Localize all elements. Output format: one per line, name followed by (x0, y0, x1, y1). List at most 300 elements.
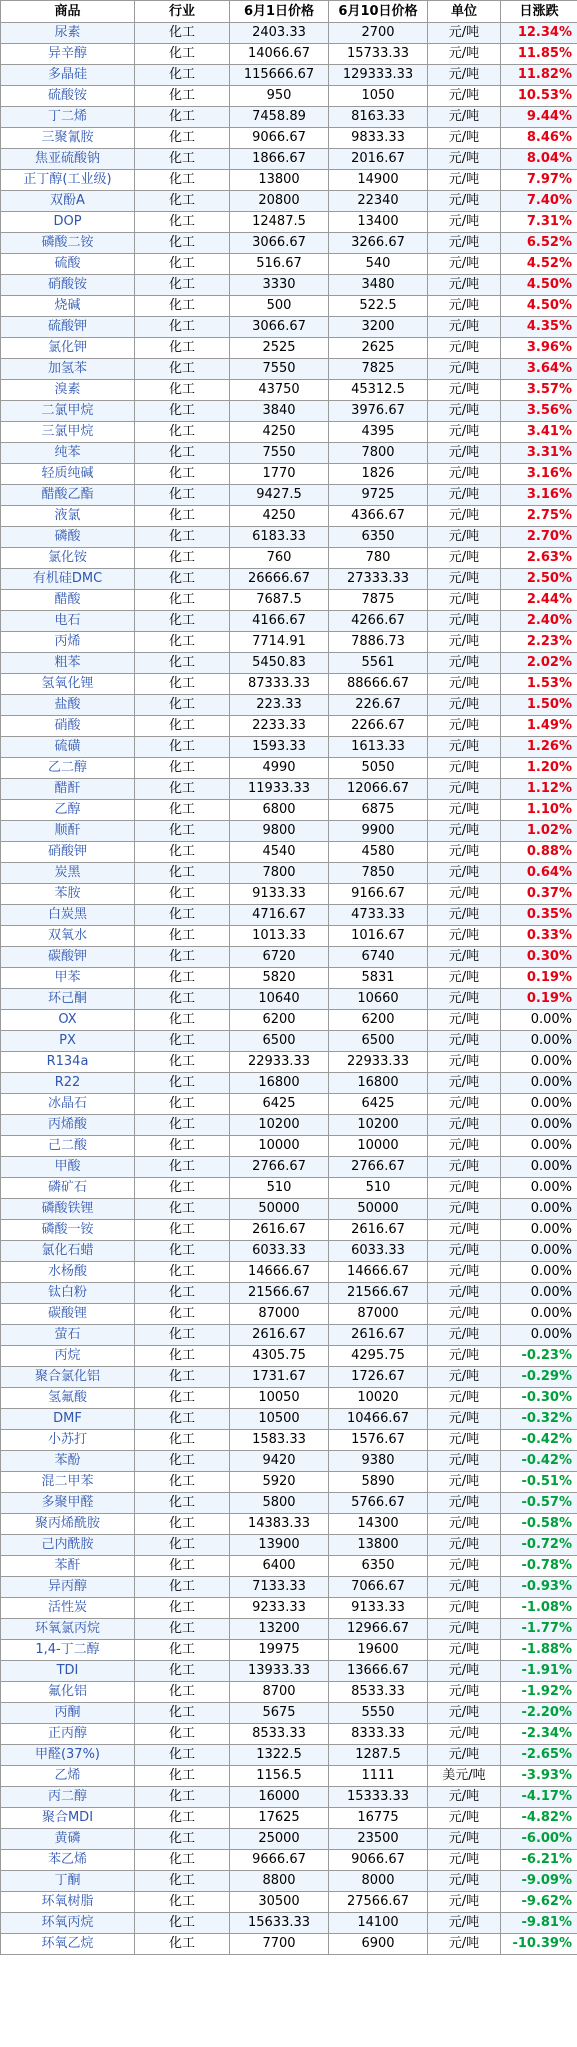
table-row (1, 926, 577, 947)
price-jun10: 4580 (329, 842, 428, 863)
table-row (1, 611, 577, 632)
industry: 化工 (135, 1640, 230, 1661)
price-jun10: 226.67 (329, 695, 428, 716)
unit: 元/吨 (428, 1598, 501, 1619)
industry: 化工 (135, 653, 230, 674)
price-jun10: 522.5 (329, 296, 428, 317)
table-row (1, 1514, 577, 1535)
price-jun1: 5675 (230, 1703, 329, 1724)
daily-change: 0.00% (501, 1031, 577, 1052)
industry: 化工 (135, 968, 230, 989)
price-jun10: 22933.33 (329, 1052, 428, 1073)
table-row (1, 443, 577, 464)
industry: 化工 (135, 779, 230, 800)
table-row (1, 317, 577, 338)
price-jun10: 10200 (329, 1115, 428, 1136)
unit: 元/吨 (428, 1325, 501, 1346)
daily-change: 0.00% (501, 1262, 577, 1283)
commodity-name: 纯苯 (1, 443, 135, 464)
industry: 化工 (135, 800, 230, 821)
industry: 化工 (135, 842, 230, 863)
daily-change: -0.42% (501, 1451, 577, 1472)
unit: 元/吨 (428, 380, 501, 401)
price-jun10: 2616.67 (329, 1220, 428, 1241)
table-row (1, 464, 577, 485)
table-row (1, 1892, 577, 1913)
daily-change: 0.19% (501, 989, 577, 1010)
industry: 化工 (135, 1577, 230, 1598)
header-commodity: 商品 (1, 1, 135, 23)
table-row (1, 968, 577, 989)
price-jun1: 500 (230, 296, 329, 317)
unit: 元/吨 (428, 485, 501, 506)
price-jun10: 8333.33 (329, 1724, 428, 1745)
daily-change: 0.00% (501, 1136, 577, 1157)
commodity-name: 轻质纯碱 (1, 464, 135, 485)
price-jun1: 4166.67 (230, 611, 329, 632)
commodity-name: 聚合MDI (1, 1808, 135, 1829)
daily-change: 1.50% (501, 695, 577, 716)
unit: 元/吨 (428, 128, 501, 149)
commodity-name: 溴素 (1, 380, 135, 401)
unit: 元/吨 (428, 191, 501, 212)
table-row (1, 1661, 577, 1682)
price-jun10: 5831 (329, 968, 428, 989)
price-jun1: 4540 (230, 842, 329, 863)
industry: 化工 (135, 527, 230, 548)
price-jun10: 3976.67 (329, 401, 428, 422)
unit: 元/吨 (428, 170, 501, 191)
unit: 元/吨 (428, 1934, 501, 1955)
unit: 元/吨 (428, 233, 501, 254)
price-jun10: 21566.67 (329, 1283, 428, 1304)
commodity-name: 甲酸 (1, 1157, 135, 1178)
table-row (1, 254, 577, 275)
price-jun10: 6740 (329, 947, 428, 968)
industry: 化工 (135, 863, 230, 884)
price-jun10: 4366.67 (329, 506, 428, 527)
daily-change: -1.92% (501, 1682, 577, 1703)
industry: 化工 (135, 1115, 230, 1136)
daily-change: 0.88% (501, 842, 577, 863)
table-row (1, 989, 577, 1010)
unit: 元/吨 (428, 716, 501, 737)
unit: 元/吨 (428, 695, 501, 716)
daily-change: 2.50% (501, 569, 577, 590)
price-jun10: 3200 (329, 317, 428, 338)
unit: 元/吨 (428, 1199, 501, 1220)
price-jun10: 7800 (329, 443, 428, 464)
price-jun10: 1111 (329, 1766, 428, 1787)
commodity-name: 硫酸铵 (1, 86, 135, 107)
price-jun10: 16800 (329, 1073, 428, 1094)
commodity-name: 磷矿石 (1, 1178, 135, 1199)
industry: 化工 (135, 380, 230, 401)
commodity-name: 丁酮 (1, 1871, 135, 1892)
table-row (1, 1472, 577, 1493)
industry: 化工 (135, 149, 230, 170)
table-row (1, 1934, 577, 1955)
commodity-name: 丙烯酸 (1, 1115, 135, 1136)
daily-change: 0.00% (501, 1199, 577, 1220)
commodity-name: 焦亚硫酸钠 (1, 149, 135, 170)
price-jun1: 13800 (230, 170, 329, 191)
commodity-name: 尿素 (1, 23, 135, 44)
table-body (1, 23, 577, 1955)
daily-change: 0.33% (501, 926, 577, 947)
price-jun1: 10640 (230, 989, 329, 1010)
table-row (1, 1493, 577, 1514)
daily-change: 7.31% (501, 212, 577, 233)
price-jun10: 780 (329, 548, 428, 569)
price-jun1: 2766.67 (230, 1157, 329, 1178)
commodity-name: 电石 (1, 611, 135, 632)
price-jun10: 5050 (329, 758, 428, 779)
price-jun1: 1593.33 (230, 737, 329, 758)
commodity-name: 丁二烯 (1, 107, 135, 128)
unit: 元/吨 (428, 1808, 501, 1829)
price-jun10: 4266.67 (329, 611, 428, 632)
table-row (1, 149, 577, 170)
unit: 元/吨 (428, 1178, 501, 1199)
daily-change: 4.35% (501, 317, 577, 338)
unit: 元/吨 (428, 44, 501, 65)
commodity-name: 醋酸 (1, 590, 135, 611)
unit: 元/吨 (428, 674, 501, 695)
price-jun10: 6033.33 (329, 1241, 428, 1262)
industry: 化工 (135, 1493, 230, 1514)
price-jun10: 12066.67 (329, 779, 428, 800)
price-jun1: 2616.67 (230, 1220, 329, 1241)
price-jun10: 9066.67 (329, 1850, 428, 1871)
price-jun1: 4990 (230, 758, 329, 779)
price-jun10: 1826 (329, 464, 428, 485)
daily-change: -0.72% (501, 1535, 577, 1556)
daily-change: 7.97% (501, 170, 577, 191)
price-jun1: 8700 (230, 1682, 329, 1703)
daily-change: -4.17% (501, 1787, 577, 1808)
industry: 化工 (135, 170, 230, 191)
table-row (1, 695, 577, 716)
industry: 化工 (135, 1556, 230, 1577)
daily-change: 0.00% (501, 1010, 577, 1031)
unit: 元/吨 (428, 1619, 501, 1640)
price-jun1: 1583.33 (230, 1430, 329, 1451)
price-jun1: 9800 (230, 821, 329, 842)
industry: 化工 (135, 758, 230, 779)
unit: 元/吨 (428, 23, 501, 44)
daily-change: -0.57% (501, 1493, 577, 1514)
industry: 化工 (135, 1913, 230, 1934)
daily-change: -9.62% (501, 1892, 577, 1913)
price-jun1: 9233.33 (230, 1598, 329, 1619)
daily-change: -0.29% (501, 1367, 577, 1388)
unit: 元/吨 (428, 296, 501, 317)
table-row (1, 1346, 577, 1367)
price-jun1: 10050 (230, 1388, 329, 1409)
daily-change: 0.00% (501, 1325, 577, 1346)
price-jun1: 9066.67 (230, 128, 329, 149)
unit: 元/吨 (428, 1472, 501, 1493)
table-row (1, 1031, 577, 1052)
price-jun10: 7850 (329, 863, 428, 884)
industry: 化工 (135, 1934, 230, 1955)
price-jun10: 50000 (329, 1199, 428, 1220)
daily-change: 0.00% (501, 1241, 577, 1262)
price-jun1: 87333.33 (230, 674, 329, 695)
unit: 元/吨 (428, 989, 501, 1010)
price-jun10: 13400 (329, 212, 428, 233)
header-industry: 行业 (135, 1, 230, 23)
price-jun1: 7458.89 (230, 107, 329, 128)
table-row (1, 44, 577, 65)
unit: 元/吨 (428, 968, 501, 989)
daily-change: -0.30% (501, 1388, 577, 1409)
price-jun1: 10200 (230, 1115, 329, 1136)
price-jun10: 10000 (329, 1136, 428, 1157)
price-jun10: 10466.67 (329, 1409, 428, 1430)
price-jun1: 4305.75 (230, 1346, 329, 1367)
commodity-name: PX (1, 1031, 135, 1052)
price-jun10: 4395 (329, 422, 428, 443)
unit: 元/吨 (428, 737, 501, 758)
commodity-name: 异辛醇 (1, 44, 135, 65)
unit: 元/吨 (428, 1094, 501, 1115)
unit: 元/吨 (428, 1346, 501, 1367)
unit: 元/吨 (428, 884, 501, 905)
price-jun10: 13800 (329, 1535, 428, 1556)
table-row (1, 716, 577, 737)
unit: 元/吨 (428, 1787, 501, 1808)
price-jun1: 9666.67 (230, 1850, 329, 1871)
price-jun1: 26666.67 (230, 569, 329, 590)
commodity-name: 环氧树脂 (1, 1892, 135, 1913)
daily-change: 8.46% (501, 128, 577, 149)
daily-change: 3.57% (501, 380, 577, 401)
industry: 化工 (135, 338, 230, 359)
daily-change: 2.40% (501, 611, 577, 632)
unit: 元/吨 (428, 65, 501, 86)
price-jun10: 510 (329, 1178, 428, 1199)
table-row (1, 1871, 577, 1892)
header-row (1, 1, 577, 23)
price-jun1: 14383.33 (230, 1514, 329, 1535)
header-price-jun1: 6月1日价格 (230, 1, 329, 23)
industry: 化工 (135, 1409, 230, 1430)
price-jun1: 6720 (230, 947, 329, 968)
commodity-name: 聚合氯化铝 (1, 1367, 135, 1388)
header-price-jun10: 6月10日价格 (329, 1, 428, 23)
daily-change: -0.78% (501, 1556, 577, 1577)
table-row (1, 1220, 577, 1241)
unit: 元/吨 (428, 1493, 501, 1514)
table-row (1, 758, 577, 779)
price-jun1: 25000 (230, 1829, 329, 1850)
commodity-name: DMF (1, 1409, 135, 1430)
commodity-name: DOP (1, 212, 135, 233)
price-jun10: 9380 (329, 1451, 428, 1472)
price-jun1: 4250 (230, 506, 329, 527)
price-jun10: 8000 (329, 1871, 428, 1892)
table-row (1, 842, 577, 863)
price-jun10: 540 (329, 254, 428, 275)
commodity-name: 多晶硅 (1, 65, 135, 86)
price-jun10: 2266.67 (329, 716, 428, 737)
price-jun10: 19600 (329, 1640, 428, 1661)
commodity-name: 三聚氰胺 (1, 128, 135, 149)
price-jun10: 14300 (329, 1514, 428, 1535)
price-jun10: 6425 (329, 1094, 428, 1115)
price-jun1: 7687.5 (230, 590, 329, 611)
price-jun1: 7133.33 (230, 1577, 329, 1598)
price-jun1: 1731.67 (230, 1367, 329, 1388)
price-jun1: 223.33 (230, 695, 329, 716)
daily-change: 4.50% (501, 275, 577, 296)
commodity-name: 炭黑 (1, 863, 135, 884)
daily-change: 7.40% (501, 191, 577, 212)
industry: 化工 (135, 1220, 230, 1241)
table-row (1, 590, 577, 611)
table-row (1, 1913, 577, 1934)
commodity-name: 混二甲苯 (1, 1472, 135, 1493)
industry: 化工 (135, 1157, 230, 1178)
price-jun10: 5890 (329, 1472, 428, 1493)
industry: 化工 (135, 1136, 230, 1157)
industry: 化工 (135, 737, 230, 758)
commodity-name: 氢氟酸 (1, 1388, 135, 1409)
table-row (1, 107, 577, 128)
price-jun1: 1322.5 (230, 1745, 329, 1766)
daily-change: 0.00% (501, 1283, 577, 1304)
industry: 化工 (135, 674, 230, 695)
table-row (1, 905, 577, 926)
commodity-name: 粗苯 (1, 653, 135, 674)
daily-change: -6.00% (501, 1829, 577, 1850)
price-jun1: 9133.33 (230, 884, 329, 905)
price-jun1: 5820 (230, 968, 329, 989)
table-row (1, 1052, 577, 1073)
table-row (1, 1094, 577, 1115)
commodity-name: 环氧氯丙烷 (1, 1619, 135, 1640)
price-jun10: 9725 (329, 485, 428, 506)
commodity-name: R22 (1, 1073, 135, 1094)
industry: 化工 (135, 443, 230, 464)
daily-change: 3.31% (501, 443, 577, 464)
daily-change: 12.34% (501, 23, 577, 44)
industry: 化工 (135, 1073, 230, 1094)
daily-change: 11.82% (501, 65, 577, 86)
price-jun1: 2233.33 (230, 716, 329, 737)
unit: 元/吨 (428, 632, 501, 653)
unit: 元/吨 (428, 611, 501, 632)
daily-change: 10.53% (501, 86, 577, 107)
price-jun1: 516.67 (230, 254, 329, 275)
unit: 元/吨 (428, 1157, 501, 1178)
industry: 化工 (135, 107, 230, 128)
price-jun1: 6800 (230, 800, 329, 821)
commodity-name: 1,4-丁二醇 (1, 1640, 135, 1661)
table-row (1, 548, 577, 569)
table-row (1, 1136, 577, 1157)
daily-change: -4.82% (501, 1808, 577, 1829)
unit: 元/吨 (428, 548, 501, 569)
price-jun10: 45312.5 (329, 380, 428, 401)
unit: 元/吨 (428, 359, 501, 380)
commodity-name: 氯化铵 (1, 548, 135, 569)
table-row (1, 632, 577, 653)
price-jun10: 23500 (329, 1829, 428, 1850)
commodity-name: 聚丙烯酰胺 (1, 1514, 135, 1535)
unit: 元/吨 (428, 1073, 501, 1094)
industry: 化工 (135, 65, 230, 86)
commodity-name: 液氯 (1, 506, 135, 527)
price-jun10: 1016.67 (329, 926, 428, 947)
industry: 化工 (135, 485, 230, 506)
commodity-name: 磷酸二铵 (1, 233, 135, 254)
commodity-name: OX (1, 1010, 135, 1031)
price-jun10: 1287.5 (329, 1745, 428, 1766)
unit: 元/吨 (428, 800, 501, 821)
price-jun1: 5800 (230, 1493, 329, 1514)
table-row (1, 1850, 577, 1871)
unit: 元/吨 (428, 1871, 501, 1892)
industry: 化工 (135, 1472, 230, 1493)
price-jun1: 510 (230, 1178, 329, 1199)
commodity-name: 三氯甲烷 (1, 422, 135, 443)
commodity-name: 丙烯 (1, 632, 135, 653)
industry: 化工 (135, 233, 230, 254)
commodity-name: 丙酮 (1, 1703, 135, 1724)
price-jun1: 19975 (230, 1640, 329, 1661)
price-jun10: 5550 (329, 1703, 428, 1724)
table-row (1, 401, 577, 422)
daily-change: 3.41% (501, 422, 577, 443)
unit: 元/吨 (428, 1409, 501, 1430)
industry: 化工 (135, 905, 230, 926)
unit: 元/吨 (428, 905, 501, 926)
table-row (1, 359, 577, 380)
industry: 化工 (135, 275, 230, 296)
table-row (1, 1409, 577, 1430)
commodity-name: 冰晶石 (1, 1094, 135, 1115)
price-jun1: 3330 (230, 275, 329, 296)
daily-change: -6.21% (501, 1850, 577, 1871)
daily-change: 0.00% (501, 1178, 577, 1199)
price-jun10: 5766.67 (329, 1493, 428, 1514)
table-row (1, 128, 577, 149)
table-row (1, 1787, 577, 1808)
price-jun10: 88666.67 (329, 674, 428, 695)
industry: 化工 (135, 1430, 230, 1451)
table-row (1, 233, 577, 254)
daily-change: 0.64% (501, 863, 577, 884)
commodity-name: 氯化钾 (1, 338, 135, 359)
industry: 化工 (135, 1052, 230, 1073)
table-row (1, 1115, 577, 1136)
daily-change: 1.49% (501, 716, 577, 737)
daily-change: -0.23% (501, 1346, 577, 1367)
daily-change: 0.00% (501, 1094, 577, 1115)
unit: 元/吨 (428, 1388, 501, 1409)
industry: 化工 (135, 1766, 230, 1787)
industry: 化工 (135, 1304, 230, 1325)
industry: 化工 (135, 44, 230, 65)
industry: 化工 (135, 821, 230, 842)
industry: 化工 (135, 569, 230, 590)
commodity-name: 氢氧化锂 (1, 674, 135, 695)
daily-change: -0.51% (501, 1472, 577, 1493)
unit: 元/吨 (428, 1136, 501, 1157)
